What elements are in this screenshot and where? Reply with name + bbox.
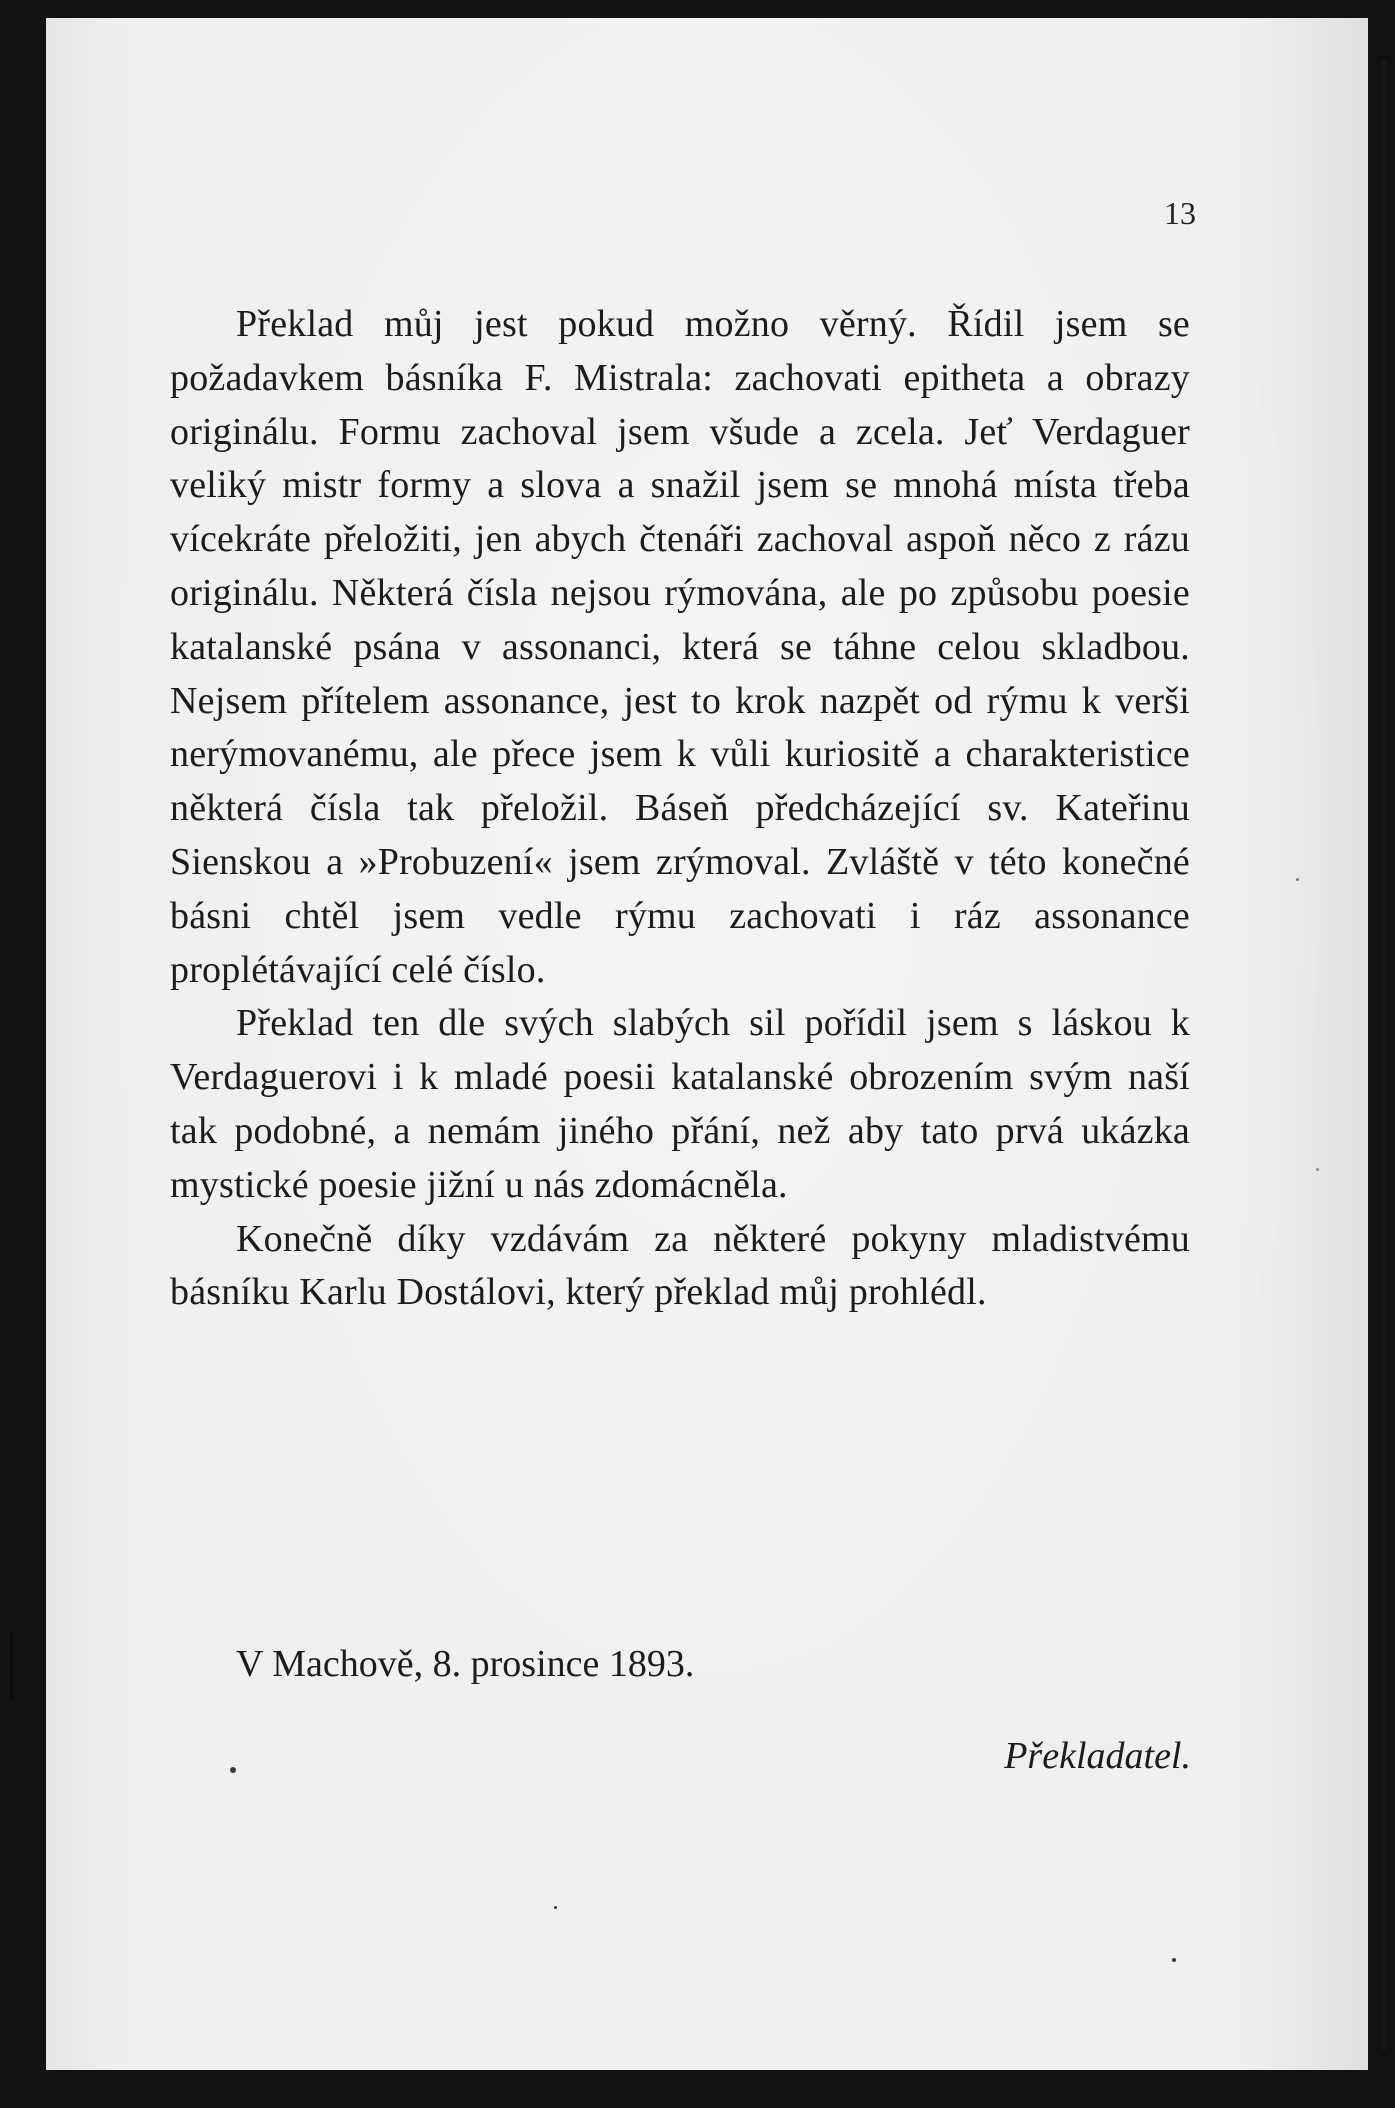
paragraph-acknowledgement: Konečně díky vzdávám za některé pokyny mladistvému básníku Karlu Dostálovi, který překlad můj prohlédl. [170, 1217, 1190, 1314]
paper-speck [1296, 878, 1299, 881]
paragraph-purpose: Překlad ten dle svých slabých sil pořídil jsem s láskou k Verdaguerovi i k mladé poesii katalanské obrozením svým naší tak podobné, a nemám jiného přání, než aby tato prvá ukázka mystické poesie jižní u nás zdomácněla. [170, 1002, 1190, 1206]
body-text [170, 298, 1190, 1320]
left-binding-edge [10, 1630, 13, 1700]
signature: Překladatel. [1004, 1735, 1191, 1777]
book-page [46, 18, 1368, 2070]
right-binding-edge [1382, 60, 1386, 2050]
paper-speck [1172, 1958, 1176, 1962]
paper-speck [1316, 1168, 1319, 1171]
page-number: 13 [1164, 195, 1196, 231]
paper-speck [230, 1767, 236, 1773]
paper-speck [554, 1906, 557, 1909]
paragraph-translation-note: Překlad můj jest pokud možno věrný. Řídil jsem se požadavkem básníka F. Mistrala: zachovati epitheta a obrazy originálu. Formu zachoval jsem všude a zcela. Jeť Verdaguer veliký mistr formy a slova a snažil jsem se mnohá místa třeba vícekráte přeložiti, jen abych čtenáři zachoval aspoň něco z rázu originálu. Některá čísla nejsou rýmována, ale po způsobu poesie katalanské psána v assonanci, která se táhne celou skladbou. Nejsem přítelem assonance, jest to krok nazpět od rýmu k verši nerýmovanému, ale přece jsem k vůli kuriositě a charakteristice některá čísla tak přeložil. Báseň předcházející sv. Kateřinu Sienskou a »Probuzení« jsem zrýmoval. Zvláště v této konečné básni chtěl jsem vedle rýmu zachovati i ráz assonance proplétávající celé číslo. [170, 303, 1190, 991]
date-line: V Machově, 8. prosince 1893. [236, 1643, 695, 1685]
